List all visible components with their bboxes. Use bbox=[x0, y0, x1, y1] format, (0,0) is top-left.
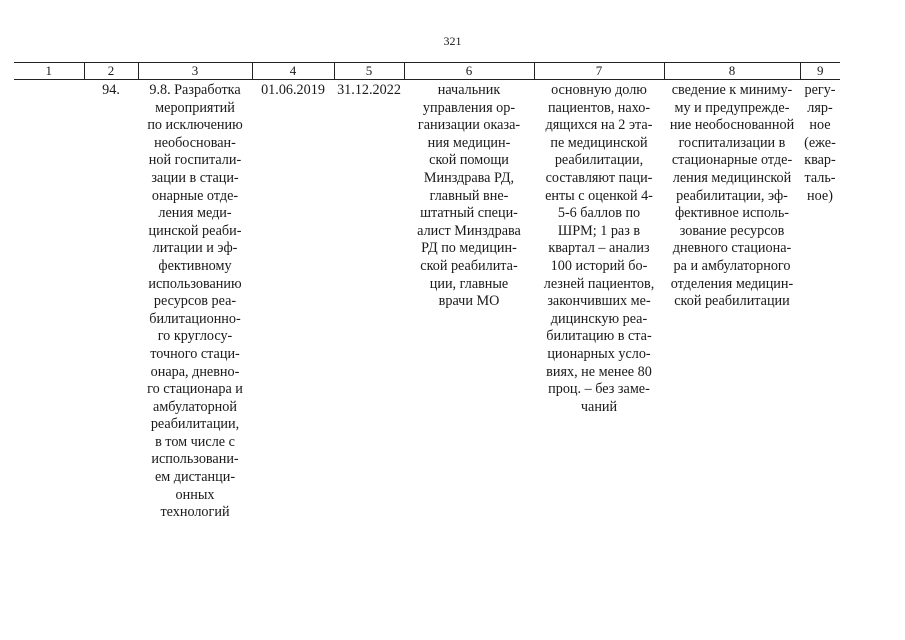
expected-result: сведение к миниму- му и предупрежде- ние необоснованной госпитализации в стационарные отде- ления медицинской реабилитации, эф- фективное исполь- зование ресурсов дневного стациона- ра и амбулаторного отделения медицин- ской реабилитации bbox=[669, 82, 795, 310]
header-col-2: 2 bbox=[84, 63, 138, 80]
performance-indicator: основную долю пациентов, нахо- дящихся на 2 эта- пе медицинской реабилитации, составляют паци- енты с оценкой 4- 5-6 баллов по ШРМ; 1 раз в квартал – анализ 100 историй бо- лезней пациентов, закончивших ме- дицинскую реа- билитацию в ста- ционарных усло- виях, не менее 80 проц. – без заме- чаний bbox=[543, 82, 655, 415]
start-date: 01.06.2019 bbox=[261, 82, 325, 98]
responsible-persons: начальник управления ор- ганизации оказа- ния медицин- ской помощи Минздрава РД, главный вне- штатный специ- алист Минздрава РД по медицин- ской реабилита- ции, главные врачи МО bbox=[417, 82, 521, 310]
table-row bbox=[14, 80, 840, 522]
header-col-8: 8 bbox=[664, 63, 800, 80]
header-col-4: 4 bbox=[252, 63, 334, 80]
page-number: 321 bbox=[443, 34, 462, 48]
header-col-7: 7 bbox=[534, 63, 664, 80]
measures-table bbox=[14, 63, 840, 522]
header-col-5: 5 bbox=[334, 63, 404, 80]
header-col-6: 6 bbox=[404, 63, 534, 80]
header-col-1: 1 bbox=[14, 63, 84, 80]
header-col-3: 3 bbox=[138, 63, 252, 80]
row-number: 94. bbox=[102, 82, 120, 98]
measure-description: 9.8. Разработка мероприятий по исключению необоснован- ной госпитали- зации в стаци- онарные отде- ления меди- цинской реаби- литации и эф- фективному использованию ресурсов реа- билитационно- го круглосу- точного стаци- онара, дневно- го стационара и амбулаторной реабилитации, в том числе с использовани- ем дистанци- онных технологий bbox=[147, 82, 243, 521]
header-col-9: 9 bbox=[800, 63, 840, 80]
reporting-frequency: регу- ляр- ное (еже- квар- таль- ное) bbox=[804, 82, 836, 204]
end-date: 31.12.2022 bbox=[337, 82, 401, 98]
cell-col-1 bbox=[14, 80, 84, 522]
table-header-row bbox=[14, 63, 840, 80]
